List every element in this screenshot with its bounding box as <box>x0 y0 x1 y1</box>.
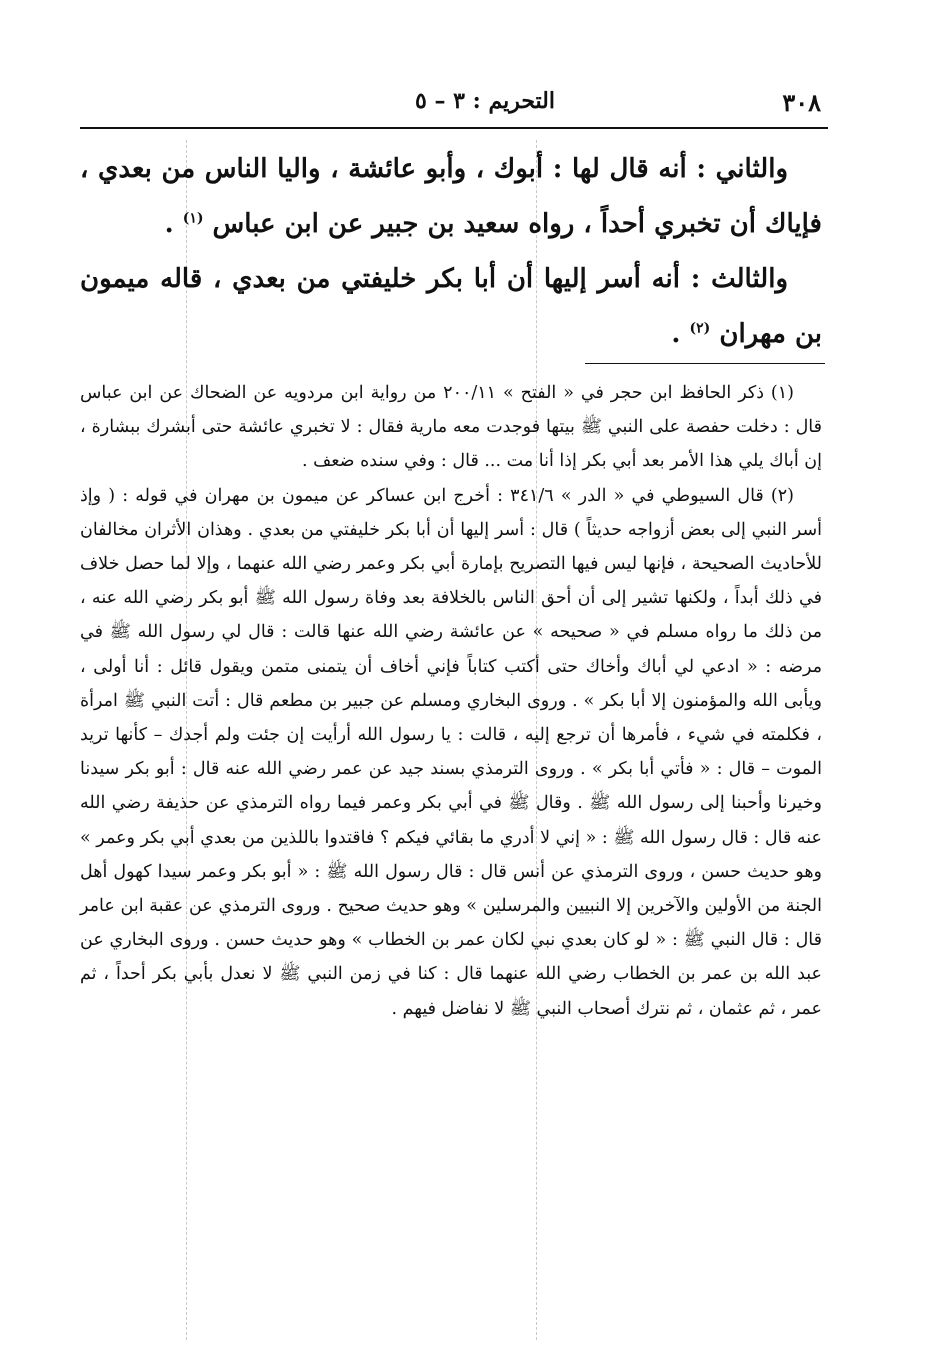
footnote-ref: (١) <box>182 210 204 227</box>
running-title: التحريم : ٣ – ٥ <box>415 88 555 114</box>
main-paragraph <box>80 142 822 252</box>
footnote-2: (٢) قال السيوطي في « الدر » ٣٤١/٦ : أخرج ابن عساكر عن ميمون بن مهران في قوله : ( وإذ أسر النبي إلى بعض أزواجه حديثاً ) قال : أسر إليها أن أبا بكر خليفتي من بعدي . وهذان الأثران مخالفان للأحاديث الصحيحة ، فإنها ليس فيها التصريح بإمارة أبي بكر وعمر رضي الله عنهما ، وإلا لما حصل خلاف في ذلك أبداً ، ولكنها تشير إلى أن أحق الناس بالخلافة بعد وفاة رسول الله ﷺ أبو بكر رضي الله عنه ، من ذلك ما رواه مسلم في « صحيحه » عن عائشة رضي الله عنها قالت : قال لي رسول الله ﷺ في مرضه : « ادعي لي أباك وأخاك حتى أكتب كتاباً فإني أخاف أن يتمنى متمن ويقول قائل : أنا أولى ، ويأبى الله والمؤمنون إلا أبا بكر » . وروى البخاري ومسلم عن جبير بن مطعم قال : أتت النبي ﷺ امرأة ، فكلمته في شيء ، فأمرها أن ترجع إليه ، قالت : يا رسول الله أرأيت إن جئت ولم أجدك – كأنها تريد الموت – قال : « فأتي أبا بكر » . وروى الترمذي بسند جيد عن عمر رضي الله عنه قال : أبو بكر سيدنا وخيرنا وأحبنا إلى رسول الله ﷺ . وقال ﷺ في أبي بكر وعمر فيما رواه الترمذي عن حذيفة رضي الله عنه قال : قال رسول الله ﷺ : « إني لا أدري ما بقائي فيكم ؟ فاقتدوا باللذين من بعدي أبي بكر وعمر » وهو حديث حسن ، وروى الترمذي عن أنس قال : قال رسول الله ﷺ : « أبو بكر وعمر سيدا كهول أهل الجنة من الأولين والآخرين إلا النبيين والمرسلين » وهو حديث صحيح . وروى الترمذي عن عقبة ابن عامر قال : قال النبي ﷺ : « لو كان بعدي نبي لكان عمر بن الخطاب » وهو حديث حسن . وروى البخاري عن عبد الله بن عمر بن الخطاب رضي الله عنهما قال : كنا في زمن النبي ﷺ لا نعدل بأبي بكر أحداً ، ثم عمر ، ثم عثمان ، ثم نترك أصحاب النبي ﷺ لا نفاضل فيهم . <box>80 485 822 1019</box>
main-text <box>80 142 822 362</box>
paragraph-end: . <box>671 319 690 349</box>
footnotes <box>80 376 822 1026</box>
main-paragraph-text: والثاني : أنه قال لها : أبوك ، وأبو عائشة ، واليا الناس من بعدي ، فإياك أن تخبري أحداً ، رواه سعيد بن جبير عن ابن عباس <box>80 154 822 239</box>
page-number: ٣٠٨ <box>782 88 821 117</box>
footnote-1: (١) ذكر الحافظ ابن حجر في « الفتح » ٢٠٠/١١ من رواية ابن مردويه عن الضحاك عن ابن عباس قال : دخلت حفصة على النبي ﷺ بيتها فوجدت معه مارية فقال : لا تخبري عائشة حتى أبشرك ببشارة ، إن أباك يلي هذا الأمر بعد أبي بكر إذا أنا مت ... قال : وفي سنده ضعف . <box>80 383 822 472</box>
page-header <box>80 88 825 122</box>
paragraph-end: . <box>164 209 183 239</box>
footnote-separator <box>585 363 825 364</box>
main-paragraph <box>80 252 822 362</box>
footnote-ref: (٢) <box>689 320 711 337</box>
header-rule <box>80 127 828 129</box>
main-paragraph-text: والثالث : أنه أسر إليها أن أبا بكر خليفتي من بعدي ، قاله ميمون بن مهران <box>80 264 822 349</box>
